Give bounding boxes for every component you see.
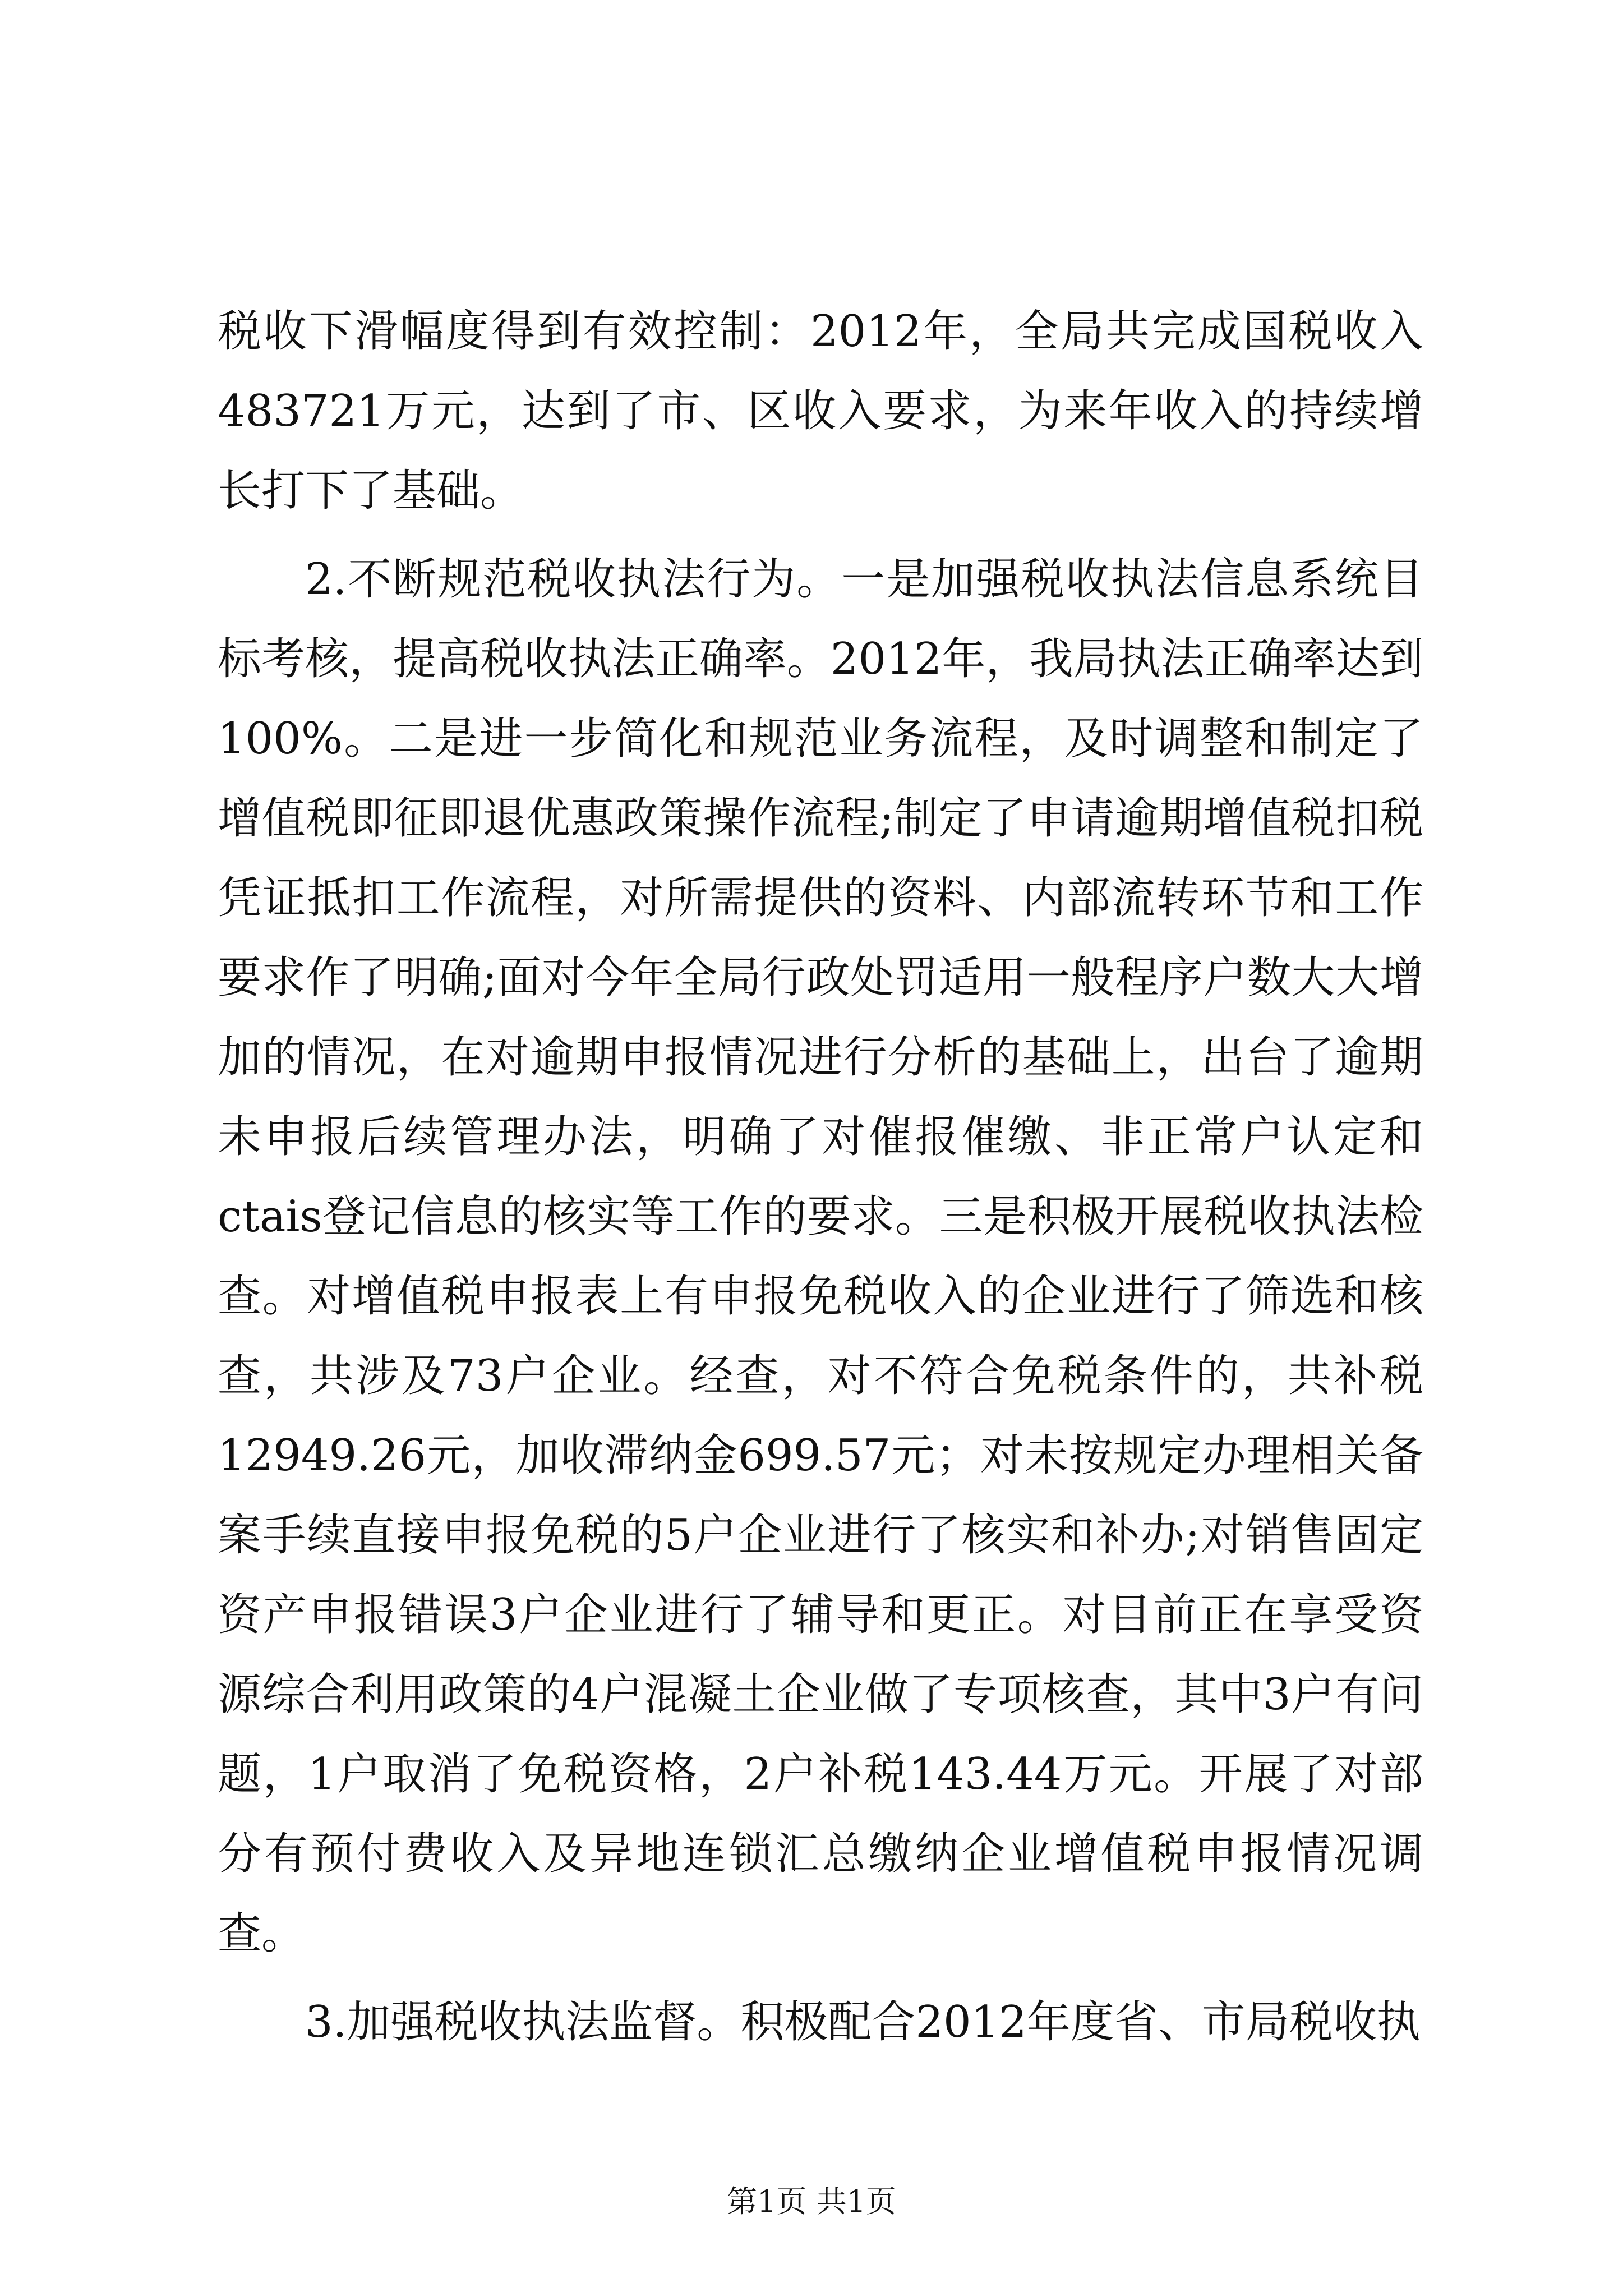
paragraph-enforcement-supervision: 3.加强税收执法监督。积极配合2012年度省、市局税收执 — [305, 1997, 1421, 2047]
paragraph-continuation: 税收下滑幅度得到有效控制：2012年，全局共完成国税收入483721万元，达到了市、区收入要求，为来年收入的持续增长打下了基础。 — [218, 306, 1423, 516]
paragraph-enforcement-behavior: 2.不断规范税收执法行为。一是加强税收执法信息系统目标考核，提高税收执法正确率。2012年，我局执法正确率达到100%。二是进一步简化和规范业务流程，及时调整和制定了增值税即征即退优惠政策操作流程;制定了申请逾期增值税扣税凭证抵扣工作流程，对所需提供的资料、内部流转环节和工作要求作了明确;面对今年全局行政处罚适用一般程序户数大大增加的情况，在对逾期申报情况进行分析的基础上，出台了逾期未申报后续管理办法，明确了对催报催缴、非正常户认定和ctais登记信息的核实等工作的要求。三是积极开展税收执法检查。对增值税申报表上有申报免税收入的企业进行了筛选和核查，共涉及73户企业。经查，对不符合免税条件的，共补税12949.26元，加收滞纳金699.57元；对未按规定办理相关备案手续直接申报免税的5户企业进行了核实和补办;对销售固定资产申报错误3户企业进行了辅导和更正。对目前正在享受资源综合利用政策的4户混凝土企业做了专项核查，其中3户有问题，1户取消了免税资格，2户补税143.44万元。开展了对部分有预付费收入及异地连锁汇总缴纳企业增值税申报情况调查。 — [218, 554, 1423, 1959]
document-body — [218, 292, 1423, 2071]
page-footer: 第1页 共1页 — [727, 2184, 896, 2219]
